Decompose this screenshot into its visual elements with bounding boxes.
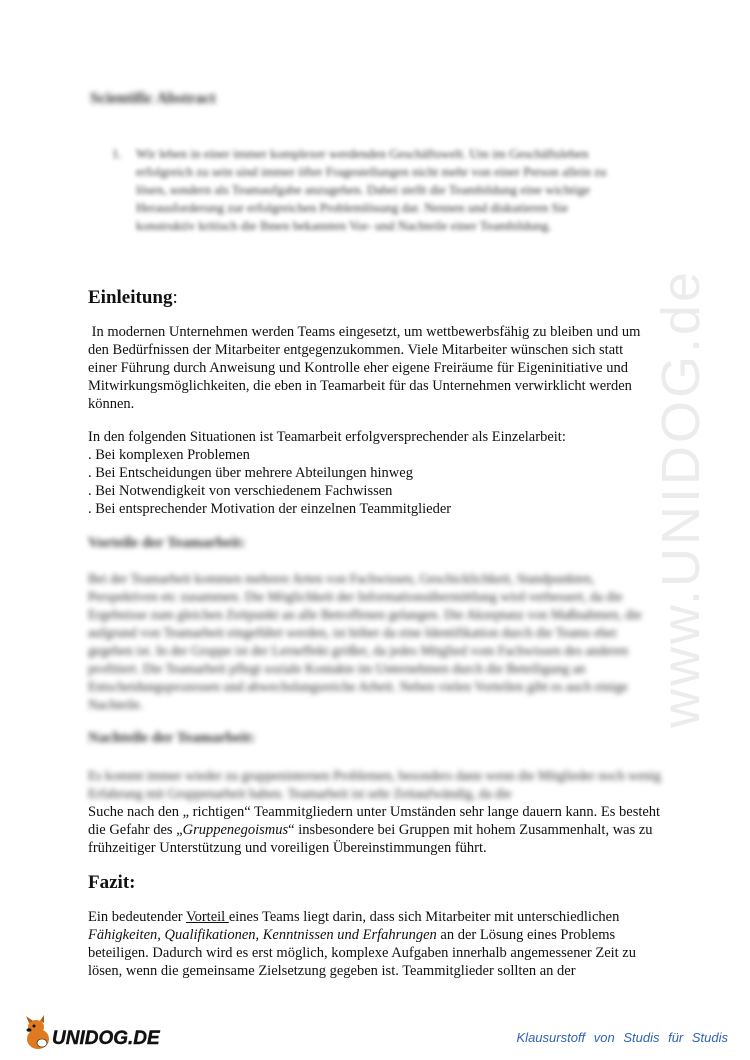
fazit-text-3: an der Lösung eines Problems beteiligen. Dadurch wird es erst möglich, komplexe Aufgaben innerhalb angemessener Zeit zu lösen, wenn die gemeinsame Zielsetzung gegeben ist. Teammitglieder sollten an der <box>88 927 636 979</box>
fazit-paragraph <box>88 908 648 980</box>
nachteile-blurred-text: Es kommt immer wieder zu gruppeninternen Problemen, besonders dann wenn die Mitglieder noch wenig Erfahrung mit Gruppenarbeit haben. Teamarbeit ist sehr Zeitaufwändig, da die <box>88 768 661 801</box>
abstract-item-number: 1. <box>112 146 122 161</box>
dog-mascot-icon <box>26 1015 49 1049</box>
situation-item: . Bei entsprechender Motivation der einzelnen Teammitglieder <box>88 501 452 517</box>
fazit-text-1: Ein bedeutender <box>88 909 186 925</box>
nachteile-paragraph <box>88 803 663 857</box>
einleitung-heading-colon: : <box>172 287 178 308</box>
situations-block <box>88 428 648 518</box>
einleitung-heading <box>88 287 178 309</box>
nachteile-text-1: Suche nach den „ richtigen“ Teammitgliedern unter Umständen sehr lange dauern kann. Es besteht die Gefahr des „ <box>88 804 661 838</box>
unidog-logo <box>20 1013 180 1053</box>
situation-item: . Bei Entscheidungen über mehrere Abteilungen hinweg <box>88 465 413 481</box>
nachteile-term: Gruppenegoismus <box>182 822 289 838</box>
fazit-italic: Fähigkeiten, Qualifikationen, Kenntnissen und Erfahrungen <box>88 927 437 943</box>
unidog-watermark: www.UNIDOG.de <box>651 268 711 728</box>
footer-tagline: Klausurstoff von Studis für Studis <box>516 1030 728 1045</box>
vorteile-heading: Vorteile der Teamarbeit: <box>88 535 246 551</box>
fazit-heading: Fazit: <box>88 872 136 893</box>
abstract-title: Scientific Abstract <box>90 90 216 107</box>
logo-text: UNIDOG.DE <box>52 1028 160 1049</box>
situation-item: . Bei Notwendigkeit von verschiedenem Fachwissen <box>88 483 393 499</box>
abstract-item <box>100 145 630 235</box>
vorteile-paragraph: Bei der Teamarbeit kommen mehrere Arten von Fachwissen, Geschicklichkeit, Standpunkten, Perspektiven etc zusammen. Die Möglichkeit der Informationsübermittlung wird verbessert, da die Ergebnisse zum gleichen Zeitpunkt an alle Betroffenen gelangen. Die Akzeptanz von Maßnahmen, die aufgrund von Teamarbeit eingeführt werden, ist höher da eine Identifikation durch die Teams eher gegeben ist. In der Gruppe ist der Lerneffekt größer, da jedes Mitglied vom Fachwissen des anderen profitiert. Die Teamarbeit pflegt soziale Kontakte im Unternehmen durch die Beteiligung an Entscheidungsprozessen und abwechslungsreiche Arbeit. Neben vielen Vorteilen gibt es auch einige Nachteile. <box>88 571 642 712</box>
fazit-underlined: Vorteil <box>185 909 229 925</box>
abstract-list <box>100 145 630 235</box>
einleitung-paragraph: In modernen Unternehmen werden Teams eingesetzt, um wettbewerbsfähig zu bleiben und um den Bedürfnissen der Mitarbeiter entgegenzukommen. Viele Mitarbeiter wünschen sich statt einer Führung durch Anweisung und Kontrolle eher eigene Freiräume für Eigeninitiative und Mitwirkungsmöglichkeiten, die eben in Teamarbeit für das Unternehmen verwirklicht werden können. <box>88 324 644 412</box>
fazit-text-2: eines Teams liegt darin, dass sich Mitarbeiter mit unterschiedlichen <box>228 909 620 925</box>
abstract-item-text: Wir leben in einer immer komplexer werdenden Geschäftswelt. Um im Geschäftsleben erfolgreich zu sein sind immer öfter Fragestellungen nicht mehr von einer Person allein zu lösen, sondern als Teamaufgabe anzugehen. Dabei stellt die Teambildung eine wichtige Herausforderung zur erfolgreichen Problemlösung dar. Nennen und diskutieren Sie konstruktiv kritisch die Ihnen bekannten Vor- und Nachteile einer Teambildung. <box>136 146 607 233</box>
nachteile-heading: Nachteile der Teamarbeit: <box>88 730 256 746</box>
nachteile-text-2: “ insbesondere bei Gruppen mit hohem Zusammenhalt, was zu frühzeitiger Unterstützung und voreiligen Übereinstimmungen führt. <box>88 822 653 856</box>
situations-intro: In den folgenden Situationen ist Teamarbeit erfolgversprechender als Einzelarbeit: <box>88 429 566 445</box>
situation-item: . Bei komplexen Problemen <box>88 447 250 463</box>
einleitung-heading-text: Einleitung <box>88 287 173 308</box>
